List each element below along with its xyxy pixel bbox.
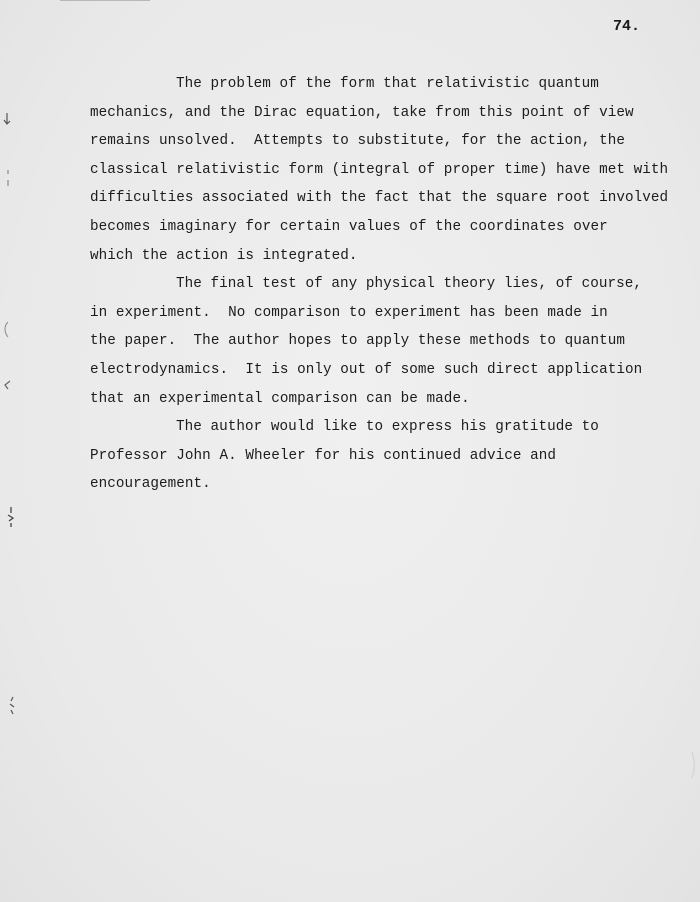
scan-mark-icon: [4, 168, 12, 188]
paper-edge-mark: [60, 0, 150, 1]
scan-mark-icon: [5, 505, 17, 529]
text-line: Professor John A. Wheeler for his continued advice and: [90, 447, 556, 464]
scan-mark-icon: [2, 112, 12, 132]
scan-mark-icon: [2, 378, 12, 392]
text-line: the paper. The author hopes to apply these methods to quantum: [90, 333, 626, 350]
scan-mark-icon: [688, 750, 698, 780]
text-line: that an experimental comparison can be made.: [90, 390, 470, 407]
text-line: encouragement.: [90, 476, 211, 493]
page-number: 74.: [613, 18, 641, 35]
text-line: classical relativistic form (integral of proper time) have met with: [90, 161, 669, 178]
text-line: remains unsolved. Attempts to substitute, for the action, the: [90, 133, 626, 150]
text-line: in experiment. No comparison to experiment has been made in: [90, 304, 608, 321]
text-line: difficulties associated with the fact that the square root involved: [90, 190, 669, 207]
text-line: becomes imaginary for certain values of the coordinates over: [90, 218, 608, 235]
text-line: which the action is integrated.: [90, 247, 358, 264]
body-text: [90, 70, 680, 499]
text-line: electrodynamics. It is only out of some such direct application: [90, 361, 643, 378]
scan-mark-icon: [2, 320, 12, 340]
text-line: mechanics, and the Dirac equation, take from this point of view: [90, 104, 634, 121]
text-line: The problem of the form that relativistic quantum: [176, 76, 599, 92]
scan-mark-icon: [6, 695, 18, 719]
text-line: The final test of any physical theory lies, of course,: [176, 276, 642, 293]
text-line: The author would like to express his gratitude to: [176, 419, 599, 436]
